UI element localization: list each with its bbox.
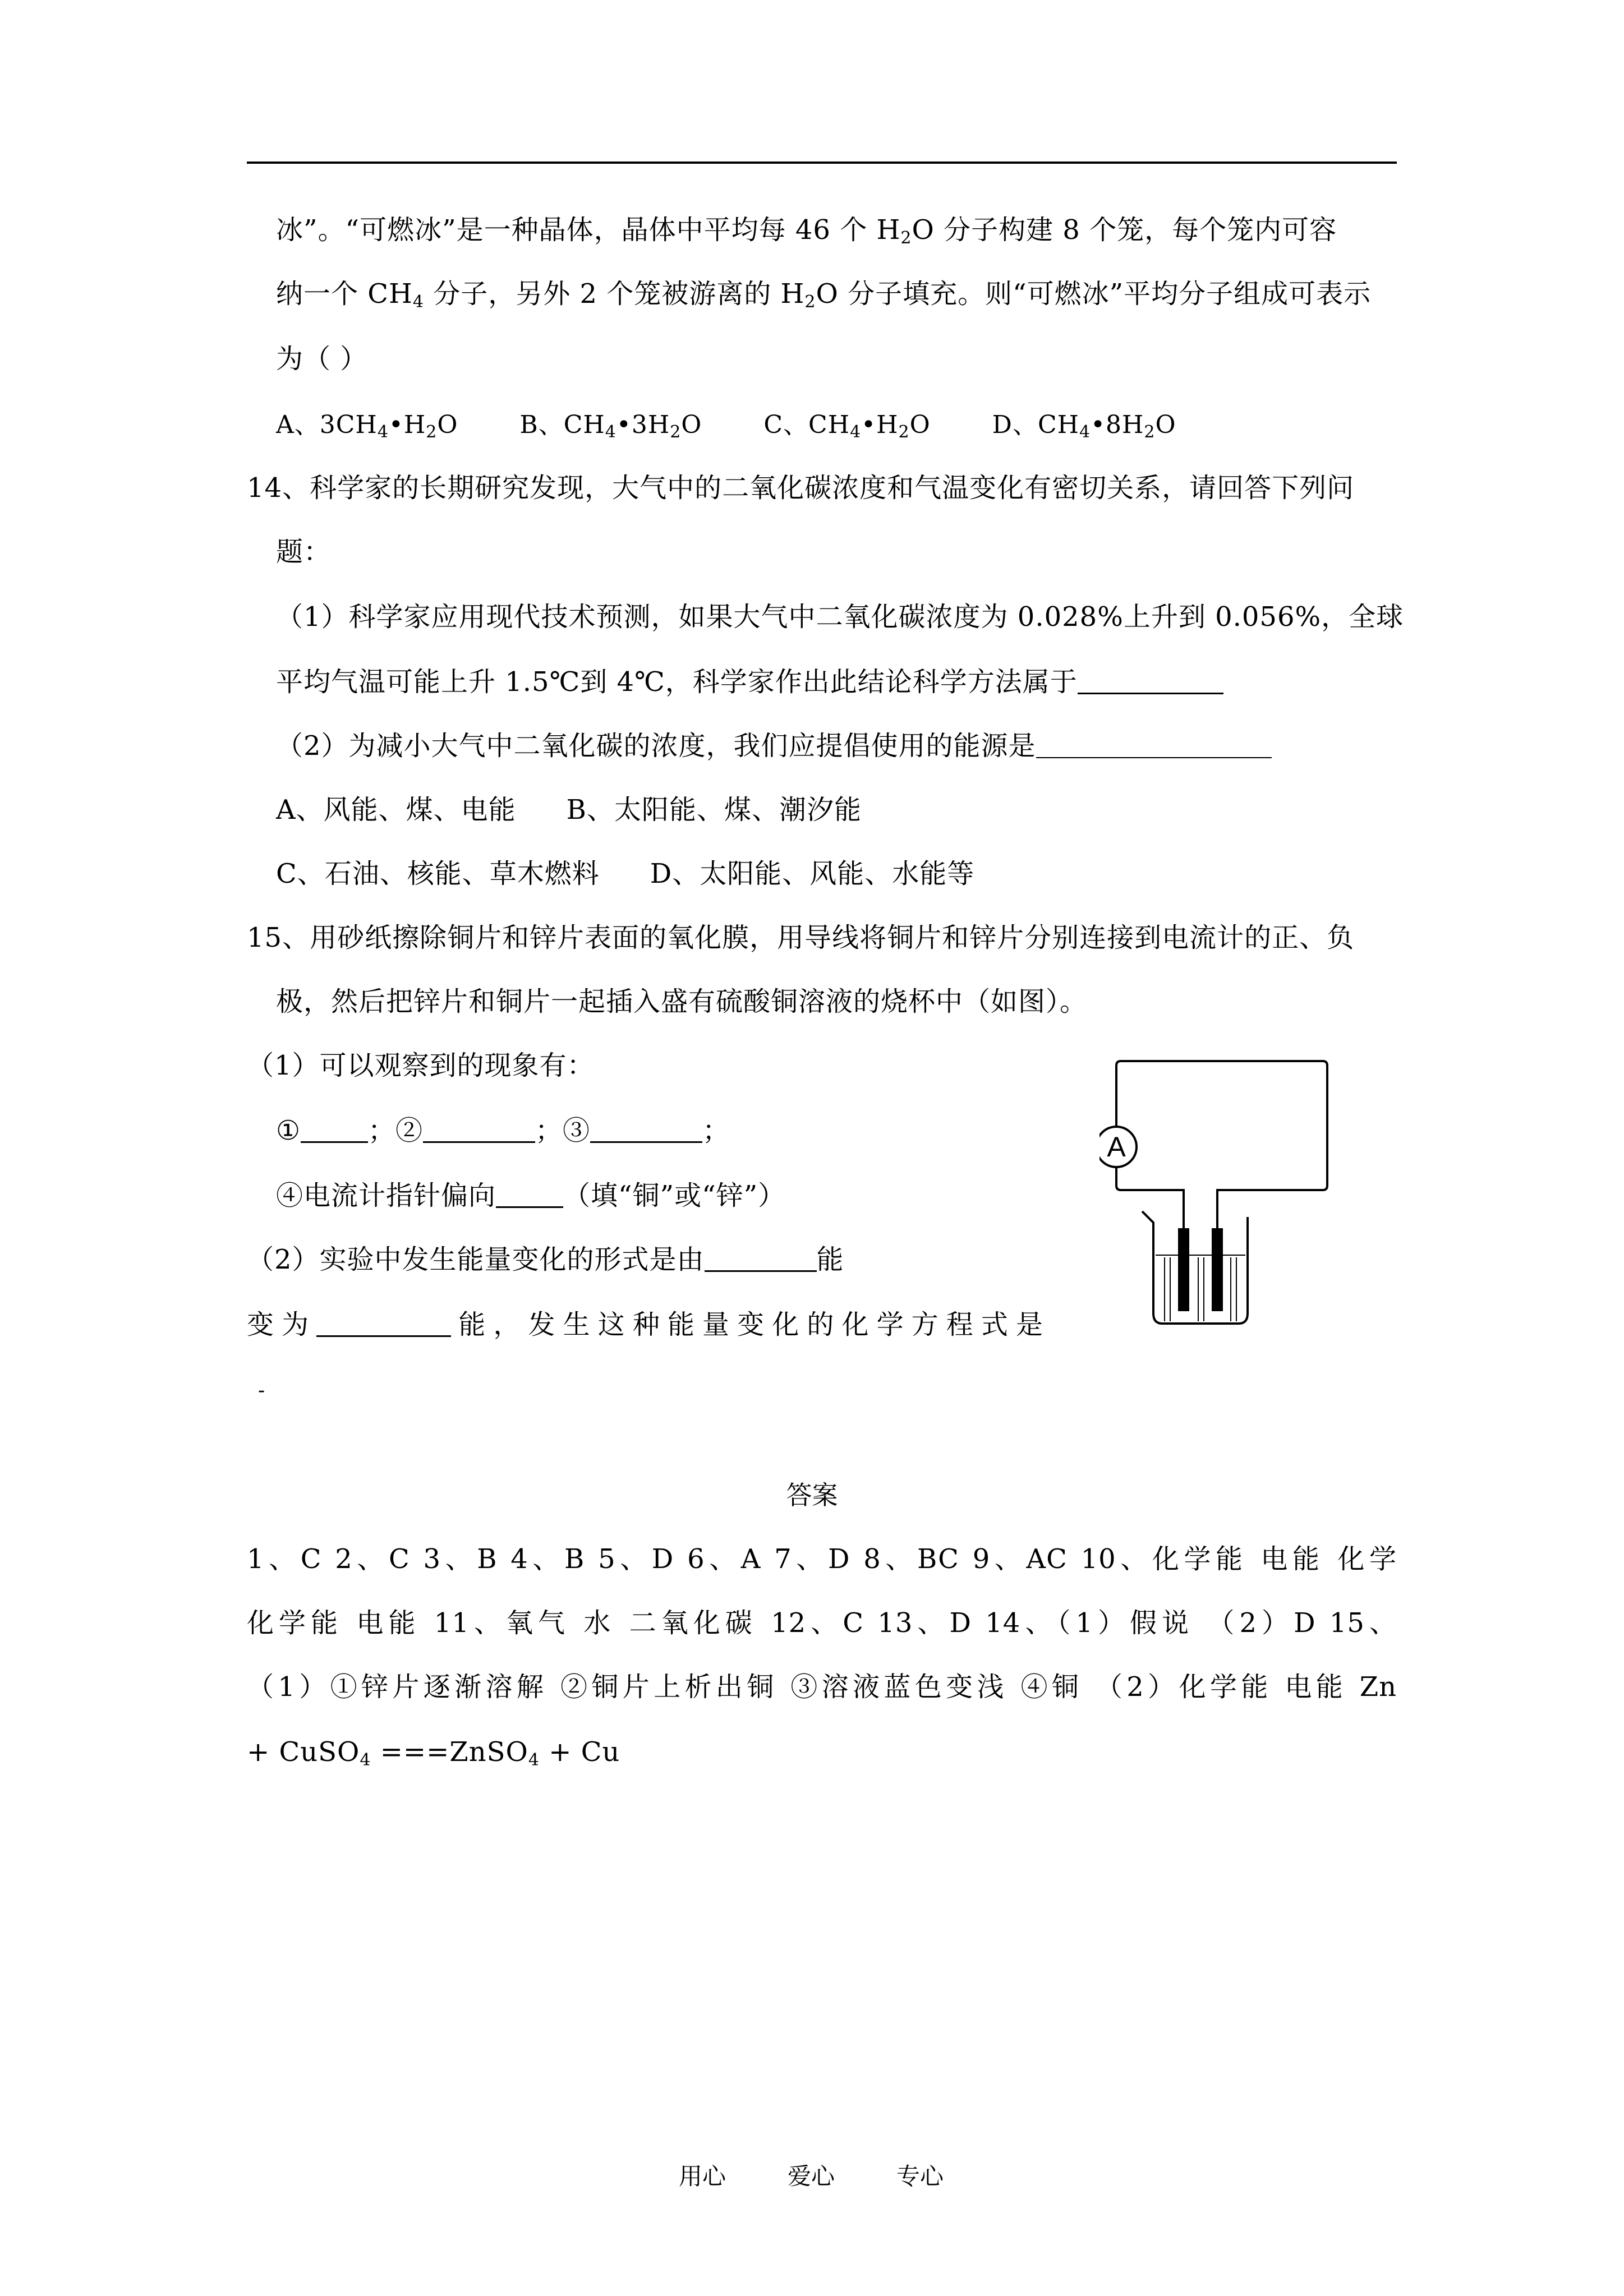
subscript: 4 <box>412 292 424 312</box>
q15-part2-line-1 <box>247 1243 844 1276</box>
q14-option-d: D、太阳能、风能、水能等 <box>650 858 975 889</box>
circuit-diagram <box>1099 1060 1335 1329</box>
q14-option-a: A、风能、煤、电能 <box>276 794 516 826</box>
answer-blank[interactable] <box>496 1182 563 1208</box>
subscript: 2 <box>804 292 816 312</box>
text: O 分子填充。则“可燃冰”平均分子组成可表示 <box>816 278 1372 310</box>
text: ===ZnSO <box>371 1736 528 1768</box>
text: 冰”。“可燃冰”是一种晶体，晶体中平均每 46 个 H <box>276 214 901 246</box>
q13-line-2 <box>276 277 1371 311</box>
q15-line-2: 极，然后把锌片和铜片一起插入盛有硫酸铜溶液的烧杯中（如图）。 <box>276 986 1088 1017</box>
q14-option-b: B、太阳能、煤、潮汐能 <box>566 794 862 826</box>
answer-blank[interactable] <box>316 1311 451 1337</box>
text: 平均气温可能上升 1.5℃到 4℃，科学家作出此结论科学方法属于 <box>276 666 1078 698</box>
answer-blank[interactable] <box>1036 732 1272 758</box>
text: ；③ <box>535 1115 591 1146</box>
footer-word: 专心 <box>896 2163 944 2190</box>
q14-option-c: C、石油、核能、草木燃料 <box>276 858 600 889</box>
answer-blank[interactable] <box>705 1246 817 1272</box>
beaker-icon <box>1142 1211 1248 1324</box>
answers-line-4 <box>247 1735 620 1769</box>
text: + CuSO <box>247 1736 360 1768</box>
footer-word: 爱心 <box>788 2163 835 2190</box>
text: ； <box>702 1115 730 1146</box>
text: 能，发生这种能量变化的化学方程式是 <box>451 1309 1043 1340</box>
q13-line-1 <box>276 213 1337 247</box>
q15-part1-item4 <box>276 1179 785 1212</box>
answer-blank[interactable] <box>590 1117 702 1143</box>
text: O 分子构建 8 个笼，每个笼内可容 <box>912 214 1337 246</box>
text: ① <box>276 1115 301 1146</box>
text: 分子，另外 2 个笼被游离的 H <box>424 278 805 310</box>
q14-part1-line-1: （1）科学家应用现代技术预测，如果大气中二氧化碳浓度为 0.028%上升到 0.056%，全球 <box>276 601 1404 633</box>
q14-part1-line-2 <box>276 665 1223 699</box>
q14-options-row-1 <box>276 793 862 827</box>
subscript: 2 <box>900 228 912 248</box>
answers-line-1: 1、C 2、C 3、B 4、B 5、D 6、A 7、D 8、BC 9、AC 10、化学能 电能 化学 <box>247 1543 1397 1575</box>
answer-blank[interactable] <box>423 1117 535 1143</box>
q15-part1-blanks <box>276 1114 730 1147</box>
q13-option-a: A、$3CH_4•H_2O$ <box>276 411 458 442</box>
subscript: 4 <box>360 1750 371 1770</box>
text: 纳一个 CH <box>276 278 413 310</box>
answers-line-3: （1）①锌片逐渐溶解 ②铜片上析出铜 ③溶液蓝色变浅 ④铜 （2）化学能 电能 Zn <box>247 1671 1397 1703</box>
page-footer <box>679 2158 944 2192</box>
text: + Cu <box>539 1736 620 1768</box>
q13-option-c: C、$CH_4•H_2O$ <box>763 411 931 442</box>
wire-path-right <box>1116 1061 1327 1229</box>
text: （2）实验中发生能量变化的形式是由 <box>247 1244 705 1275</box>
q13-option-b: B、$CH_4•3H_2O$ <box>519 411 702 442</box>
subscript: 4 <box>528 1750 540 1770</box>
q13-option-d: D、$CH_4•8H_2O$ <box>992 411 1176 442</box>
q15-part1-title: （1）可以观察到的现象有： <box>247 1050 595 1081</box>
q14-part2-line-1 <box>276 729 1272 763</box>
answer-blank[interactable] <box>1078 668 1223 694</box>
text: ；② <box>368 1115 424 1146</box>
q13-options <box>276 408 1176 442</box>
q15-part2-line-2 <box>247 1308 1043 1341</box>
answers-line-2: 化学能 电能 11、氧气 水 二氧化碳 12、C 13、D 14、（1）假说 （2）D 15、 <box>247 1607 1397 1639</box>
q15-line-1: 15、用砂纸擦除铜片和锌片表面的氧化膜，用导线将铜片和锌片分别连接到电流计的正、负 <box>247 922 1355 953</box>
ammeter-label: A <box>1107 1131 1126 1163</box>
q14-line-1: 14、科学家的长期研究发现，大气中的二氧化碳浓度和气温变化有密切关系，请回答下列问 <box>247 472 1355 504</box>
q14-line-2: 题： <box>276 536 332 568</box>
q14-options-row-2 <box>276 857 974 891</box>
text: 变为 <box>247 1309 317 1340</box>
answer-blank[interactable] <box>301 1117 368 1143</box>
zinc-electrode <box>1178 1228 1189 1311</box>
answers-title: 答案 <box>786 1480 838 1510</box>
text: （2）为减小大气中二氧化碳的浓度，我们应提倡使用的能源是 <box>276 730 1036 762</box>
text: （填“铜”或“锌”） <box>563 1180 786 1211</box>
copper-electrode <box>1212 1228 1223 1311</box>
footer-word: 用心 <box>679 2163 726 2190</box>
solution-hatching <box>1165 1257 1236 1321</box>
text: 能 <box>816 1244 844 1275</box>
stray-dash: - <box>258 1379 266 1402</box>
header-rule <box>247 162 1397 164</box>
text: ④电流计指针偏向 <box>276 1180 496 1211</box>
q13-line-3: 为（ ） <box>276 343 368 375</box>
